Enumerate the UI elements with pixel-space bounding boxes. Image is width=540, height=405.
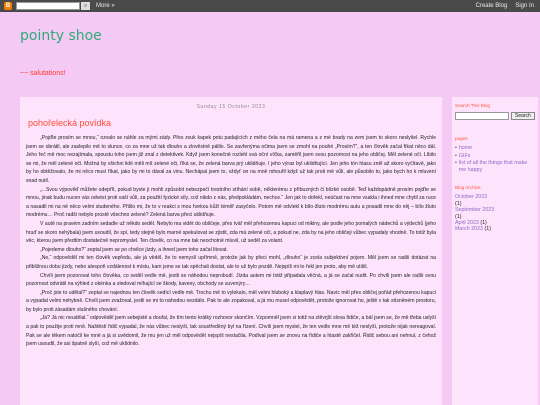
archive-widget [455,185,535,232]
page-link-home[interactable]: • home [455,145,473,151]
blogger-logo-icon[interactable]: B [5,3,11,9]
page-link-happy-list[interactable]: • list of all the things that make me happy [455,160,528,173]
archive-item[interactable]: March 2023 (1) [455,226,491,233]
sign-in-link[interactable]: Sign In [515,3,534,9]
post-paragraph: Chvíli jsem pozoroval toho člověka, co seděl vedle mě, jestli se náhodou neprobudí. Jízda autem mi totiž připadala věčná, a já se začal nudit. Po chvíli jsem ale radši svou pozornost odvrátil na výhled z okénka a sledoval míhající se škody, kaveny, obchody se suvenýry… [26,272,436,288]
post-paragraph: „Pojďte prosím se mnou,“ ozvalo se náhle za mými zády. Přes zvuk kapek potu padajících z mého čela na má ramena a z mé brady na zem jsem to skoro neslyšel. Rychle jsem se obrátil, ale zaslepilo mě to slunce, co za mne už tak dlouho a zlověstně pálilo. Se zavřenýma očima jsem se zmohl na pouhé „Prosím?“, a ten člověk začal fíkat něco dál. Jeho řeč mě moc nezajímala, spoustu toho jsem již znal z detektivek. Když jsem konečně rozlehl svá oční víčka, zaměřil jsem svou pozornost na jeho obličej. Měl zelené oči. Líbilo se mi, že měl zelené oči. Možná by všichni lidé měli mít zelené oči, říká se, že zelená barva prý uklidňuje. I jeho výraz byl uklidňující. Jen jeho tón hlasu zněl až skoro vyčítavě, jako by ho obtěžovalo, že mi něco musí říkat, jako by mi to dával za vinu. Nechápal jsem to, vždyť on na mně mhouřil když už tak proti mě vůli, ale působilo to, jako bych ho k mluvení snad nutil. [26,135,436,184]
bullet-icon: • [455,145,457,151]
post-date: Sunday 15 October 2023 [196,104,266,110]
post-paragraph: „Pojedeme dlouho?“ zeptal jsem se po chvilce jízdy, a ihned jsem toho začal litovat. [40,246,228,253]
archive-item[interactable]: October 2023 (1) [455,194,488,207]
archive-item[interactable]: September 2023 (1) [455,207,495,220]
post-body [26,134,436,349]
archive-item[interactable]: April 2023 (1) [455,220,487,226]
create-blog-link[interactable]: Create Blog [475,3,508,9]
blog-title[interactable]: pointy shoe [20,28,102,44]
pages-widget [455,136,535,173]
pages-heading: pages [455,136,468,141]
bullet-icon: • [455,160,457,167]
sidebar-search-input[interactable] [455,112,509,120]
post-paragraph: „Ne,“ odpověděl mi ten člověk vepředu, ale já věděl, že to nemyslí upřímně, protože jak by přeci mohl, „dlouho“ je zcela subjektivní pojem. Měl jsem se radši dotázat na přibližnou dobu jízdy, nebo alespoň vzdálenost k místu, kam jsme se tak spěchali dostat, ale to už bylo pozdě. Nejspíš mi to řekl jen proto, aby mě utišil. [26,255,436,270]
more-menu[interactable]: More » [96,3,115,9]
blogger-navbar [0,0,540,12]
page-link-gifs[interactable]: • GIFs [455,152,471,159]
navbar-search-input[interactable] [16,2,80,10]
sidebar [452,97,538,405]
search-button[interactable]: Search [511,112,535,120]
post-paragraph: „Já? Já nic neudělal.“ odpověděl jsem sebejistě a doufal, že tím tento krátký rozhovor skončím. Vzpomněl jsem si totiž na ztěvrjší slova řidiče, a bál jsem se, že mě třeba uslyší a pak to použije proti mně. Naštěstí řidič vypadal, že nás vůbec neslyší, tak soustředěný byl na řízení. Chvíli jsem myslel, že ten vedle mne mě též neslyší, protože nijak nereagoval. Pak se ale těkem natočil ke mně a já si uvědomil, že mu jen už měl odpovědět nejspíš nestačila. Podíval jsem se znovu na řidiče a hlastě zakřičel. Řidič sebou ani nehnul, z čehož jsem usoudil, že asi špatně slyší, což mě uklidnilo. [26,315,436,348]
archive-heading: Blog Archive [455,185,481,191]
blog-description: ~~ salutations! [20,70,66,77]
search-widget [455,112,535,120]
post-paragraph: „Proč jste to udělal?“ zeptal se najednou ten člověk sedící vedle mě. Trochu mě to vylekalo, měl velmi hluboký a klaplavý hlas. Navíc měl přes obličej pořád přehozenou kapuci a vypadal velmi nehybně. Chvíli jsem zvažoval, jestli se mi to náhodou nezdálo. Pak to ale zopakoval, a já mu musel odpovědět, protože ignorovat ho, ještě v tak stísněném prostoru, by bylo proti zásadám slušného chování. [26,289,436,313]
post-title[interactable]: pohořelecká povídka [28,118,112,128]
search-widget-heading: Search This Blog [455,103,490,108]
bullet-icon: • [455,152,457,159]
post-column [20,97,442,405]
post-paragraph: „...Svou výpověď můžete odepřít, pokud byste ji mohli způsobit nebezpečí trestního stíhání sobě, některému z příbuzných či blízké osobě. Teď každopádně prosím pojďte se mnou, jinak budu nucen vás odvést proti vaší vůli, za použití fyzické síly, což nikdo z nás, předpokládám, nechce.“ Jen jak to dořekl, neúčast na mne vsakla i ihned mne chytil za ruce a nasadil mi na ně něco velmi studeného. Přišlo mi, že to v reakci s mou horkou kůží téměř zasyčelo. Potom mě odvlekl k bílo-žluto modrému autu a posadil mne do něj – bílo žluto modrému… Proč radši nebylo prostě všechno zelené? Zelená barva přeci uklidňuje. [26,186,436,219]
search-icon[interactable]: ⌕ [81,2,90,10]
post-paragraph: V autě na pravém zadním sedadle už někdo seděl. Nebylo ma vidět do obličeje, přes tvář měl přehozenou kapuci od mikiny, ale podle jeho pomalých nádechů a výdechů (jeho hruď se skoro nehýbala) jsem usoudil, že spí, tedy stejně bylo marné spekulovat se zjistit, zda má zelené oči, a pokud ne, zda by na jeho obličeji vůbec vypadaly vhodně. To totiž byla věc, kterou jsem předtím dostatečně nepromyslel. Ten člověk, co na mne tak neochotně mluvil, už seděl za volant. [26,220,436,245]
